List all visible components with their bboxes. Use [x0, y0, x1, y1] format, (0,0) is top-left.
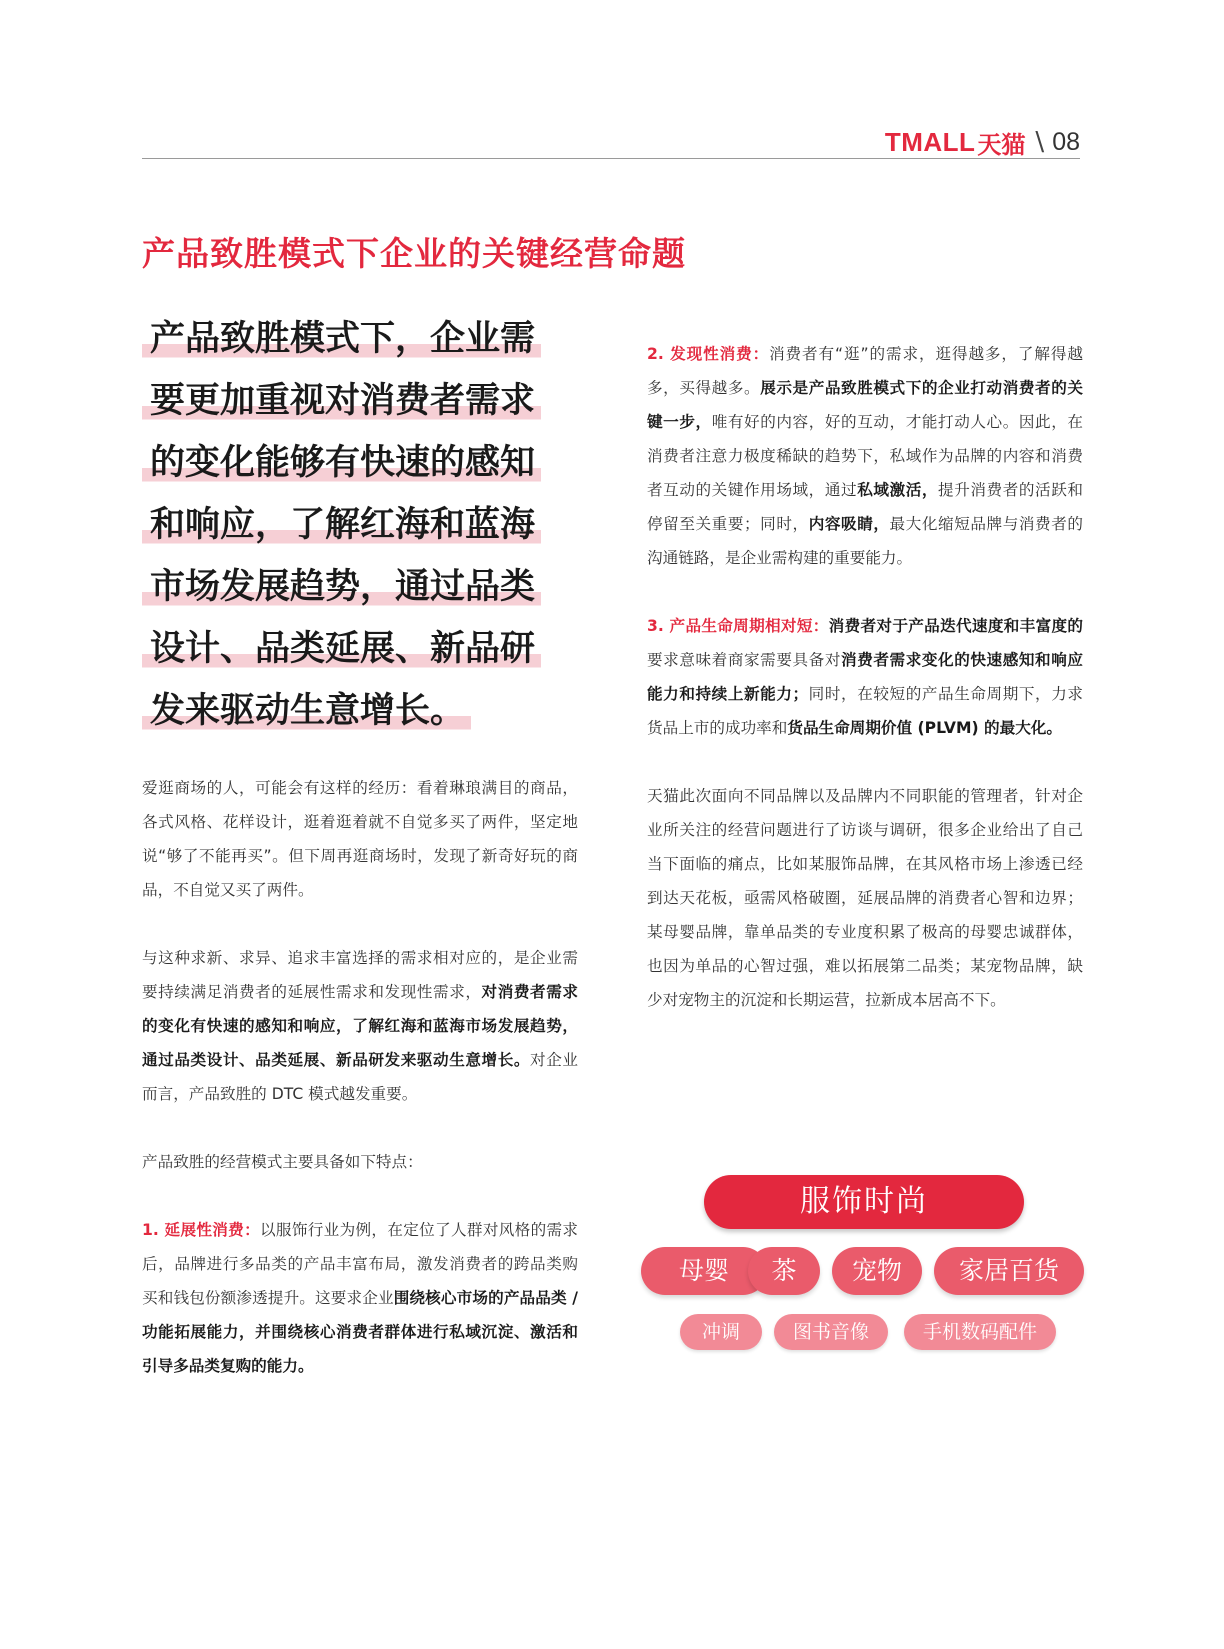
highlight-line: 市场发展趋势，通过品类	[142, 567, 541, 607]
brand-mark	[885, 124, 1080, 160]
bold-run: 对消费者需求的变化有快速的感知和响应，了解红海和蓝海市场发展趋势，通过品类设计、品类延展、新品研发来驱动生意增长。	[142, 983, 578, 1069]
bold-run: 消费者对于产品迭代速度和丰富度的	[828, 617, 1083, 635]
category-tag-books: 图书音像	[774, 1314, 888, 1350]
header-separator: \	[1035, 127, 1045, 157]
highlight-quote	[142, 308, 574, 742]
text-run: 以服饰行业为例，在定位了人群对风格的需求后，品牌进行多品类的产品丰富布局，激发消费者的跨品类购买和钱包份额渗透提升。这要求企业	[142, 1221, 578, 1307]
highlight-line: 和响应，了解红海和蓝海	[142, 505, 541, 545]
feature-heading: 3. 产品生命周期相对短：	[647, 617, 829, 635]
page-header	[142, 124, 1080, 160]
text-run: 要求意味着商家需要具备对	[647, 651, 842, 669]
category-tag-pets: 宠物	[832, 1247, 922, 1295]
text-run: 与这种求新、求异、追求丰富选择的需求相对应的，是企业需要持续满足消费者的延展性需求和发现性需求，	[142, 949, 578, 1001]
bold-run: 私域激活，	[857, 481, 939, 499]
tmall-logo-cn: 天猫	[977, 130, 1026, 159]
feature-lifecycle	[647, 609, 1083, 745]
category-tag-maternity: 母婴	[641, 1247, 767, 1295]
text-run: 消费者有“逛”的需求，逛得越多，了解得越多，买得越多。	[647, 345, 1083, 397]
feature-heading: 2. 发现性消费：	[647, 345, 770, 363]
highlight-line: 设计、品类延展、新品研	[142, 629, 541, 669]
text-run: 同时，在较短的产品生命周期下，力求货品上市的成功率和	[647, 685, 1083, 737]
feature-extension	[142, 1213, 578, 1383]
category-tag-fashion: 服饰时尚	[704, 1175, 1024, 1229]
page-number: 08	[1052, 127, 1080, 156]
feature-discovery	[647, 337, 1083, 575]
page-title: 产品致胜模式下企业的关键经营命题	[142, 234, 686, 273]
features-intro: 产品致胜的经营模式主要具备如下特点：	[142, 1153, 423, 1171]
intro-paragraph: 爱逛商场的人，可能会有这样的经历：看着琳琅满目的商品，各式风格、花样设计，逛着逛着就不自觉多买了两件，坚定地说“够了不能再买”。但下周再逛商场时，发现了新奇好玩的商品，不自觉又买了两件。	[142, 779, 578, 899]
left-column	[142, 771, 578, 1417]
category-tag-tea: 茶	[748, 1247, 820, 1295]
header-divider	[142, 158, 1080, 159]
highlight-line: 发来驱动生意增长。	[142, 691, 471, 731]
category-tag-home: 家居百货	[934, 1247, 1084, 1295]
demand-paragraph	[142, 941, 578, 1111]
bold-run: 围绕核心市场的产品品类 / 功能拓展能力，并围绕核心消费者群体进行私域沉淀、激活和引导多品类复购的能力。	[142, 1289, 578, 1375]
right-column	[647, 337, 1083, 1051]
bold-run: 内容吸睛，	[808, 515, 890, 533]
text-run: 对企业而言，产品致胜的 DTC 模式越发重要。	[142, 1051, 578, 1103]
highlight-line: 的变化能够有快速的感知	[142, 443, 541, 483]
bold-run: 货品生命周期价值 (PLVM) 的最大化。	[787, 719, 1062, 737]
survey-paragraph: 天猫此次面向不同品牌以及品牌内不同职能的管理者，针对企业所关注的经营问题进行了访谈与调研，很多企业给出了自己当下面临的痛点，比如某服饰品牌，在其风格市场上渗透已经到达天花板，亟需风格破圈，延展品牌的消费者心智和边界；某母婴品牌，靠单品类的专业度积累了极高的母婴忠诚群体，也因为单品的心智过强，难以拓展第二品类；某宠物品牌，缺少对宠物主的沉淀和长期运营，拉新成本居高不下。	[647, 787, 1083, 1009]
category-tag-beverage: 冲调	[680, 1314, 762, 1350]
tmall-logo: TMALL	[884, 126, 976, 157]
text-run: 唯有好的内容，好的互动，才能打动人心。因此，在消费者注意力极度稀缺的趋势下，私域作为品牌的内容和消费者互动的关键作用场域，通过	[647, 413, 1083, 499]
text-run: 最大化缩短品牌与消费者的沟通链路，是企业需构建的重要能力。	[647, 515, 1083, 567]
text-run: 提升消费者的活跃和停留至关重要；同时，	[647, 481, 1083, 533]
highlight-line: 要更加重视对消费者需求	[142, 381, 541, 421]
highlight-line: 产品致胜模式下，企业需	[142, 319, 541, 359]
feature-heading: 1. 延展性消费：	[142, 1221, 261, 1239]
category-tag-digital: 手机数码配件	[904, 1314, 1056, 1350]
bold-run: 展示是产品致胜模式下的企业打动消费者的关键一步，	[647, 379, 1083, 431]
bold-run: 消费者需求变化的快速感知和响应能力和持续上新能力；	[647, 651, 1083, 703]
